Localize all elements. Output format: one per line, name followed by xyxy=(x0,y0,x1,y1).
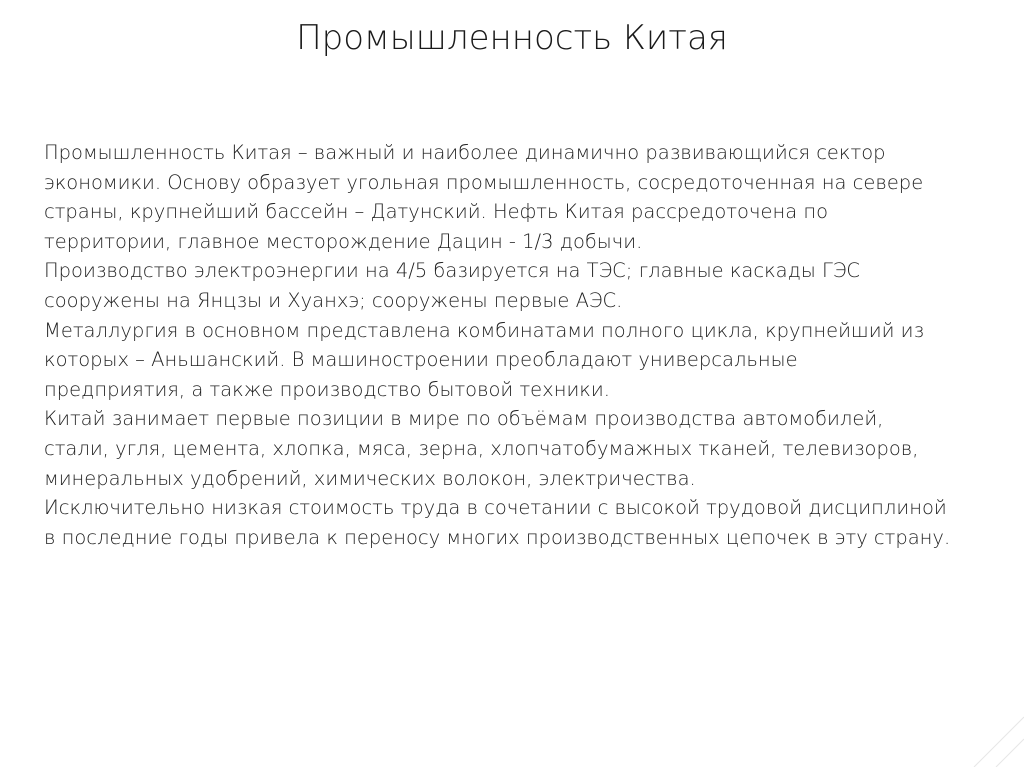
body-line: сооружены на Янцзы и Хуанхэ; сооружены первые АЭС. xyxy=(44,288,623,312)
body-line: территории, главное месторождение Дацин - 1/3 добычи. xyxy=(44,229,643,253)
body-line: в последние годы привела к переносу многих производственных цепочек в эту страну. xyxy=(44,525,951,549)
slide-body xyxy=(44,138,994,552)
body-line: страны, крупнейший бассейн – Датунский. Нефть Китая рассредоточена по xyxy=(44,200,829,224)
body-line: Производство электроэнергии на 4/5 базируется на ТЭС; главные каскады ГЭС xyxy=(44,259,861,283)
body-line: экономики. Основу образует угольная промышленность, сосредоточенная на севере xyxy=(44,170,924,194)
body-line: Исключительно низкая стоимость труда в сочетании с высокой трудовой дисциплиной xyxy=(44,496,947,520)
slide-title: Промышленность Китая xyxy=(296,18,728,58)
body-line: стали, угля, цемента, хлопка, мяса, зерна, хлопчатобумажных тканей, телевизоров, xyxy=(44,436,919,460)
body-line: предприятия, а также производство бытовой техники. xyxy=(44,377,610,401)
body-line: которых – Аньшанский. В машиностроении преобладают универсальные xyxy=(44,348,798,372)
body-line: минеральных удобрений, химических волокон, электричества. xyxy=(44,466,696,490)
body-line: Китай занимает первые позиции в мире по объёмам производства автомобилей, xyxy=(44,407,884,431)
page-corner-decoration xyxy=(934,677,1024,767)
body-line: Промышленность Китая – важный и наиболее динамично развивающийся сектор xyxy=(44,141,886,164)
body-line: Металлургия в основном представлена комбинатами полного цикла, крупнейший из xyxy=(44,318,925,342)
